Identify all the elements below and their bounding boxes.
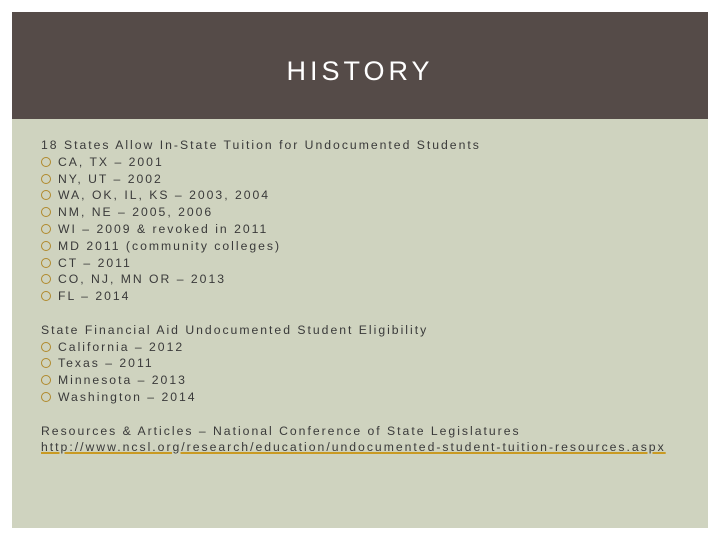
list-item-text: CT – 2011 <box>58 255 132 270</box>
list-item-text: NY, UT – 2002 <box>58 171 163 186</box>
section-financial-aid <box>41 322 681 406</box>
list-item-text: WI – 2009 & revoked in 2011 <box>58 221 269 236</box>
circle-bullet-icon <box>41 291 51 301</box>
circle-bullet-icon <box>41 392 51 402</box>
circle-bullet-icon <box>41 342 51 352</box>
list-item <box>41 255 681 272</box>
slide <box>12 12 708 528</box>
list-item-text: WA, OK, IL, KS – 2003, 2004 <box>58 188 271 203</box>
list-item-text: FL – 2014 <box>58 289 131 304</box>
bullet-list <box>41 154 681 305</box>
list-item-text: MD 2011 (community colleges) <box>58 238 282 253</box>
circle-bullet-icon <box>41 174 51 184</box>
list-item-text: Washington – 2014 <box>58 389 197 404</box>
list-item <box>41 355 681 372</box>
list-item <box>41 389 681 406</box>
list-item-text: Minnesota – 2013 <box>58 373 187 388</box>
title-bar <box>12 12 708 119</box>
circle-bullet-icon <box>41 190 51 200</box>
list-item <box>41 187 681 204</box>
list-item <box>41 372 681 389</box>
circle-bullet-icon <box>41 157 51 167</box>
list-item <box>41 339 681 356</box>
circle-bullet-icon <box>41 258 51 268</box>
resources-section <box>41 423 681 457</box>
bullet-list <box>41 339 681 406</box>
list-item-text: CO, NJ, MN OR – 2013 <box>58 272 227 287</box>
circle-bullet-icon <box>41 274 51 284</box>
section-heading: State Financial Aid Undocumented Student Eligibility <box>41 322 429 337</box>
list-item <box>41 204 681 221</box>
list-item-text: California – 2012 <box>58 339 185 354</box>
slide-title: HISTORY <box>286 56 434 86</box>
section-in-state-tuition <box>41 137 681 305</box>
slide-content <box>41 137 681 456</box>
list-item <box>41 221 681 238</box>
list-item <box>41 271 681 288</box>
circle-bullet-icon <box>41 224 51 234</box>
list-item <box>41 238 681 255</box>
circle-bullet-icon <box>41 358 51 368</box>
resources-text: Resources & Articles – National Conference of State Legislatures <box>41 423 521 438</box>
circle-bullet-icon <box>41 207 51 217</box>
circle-bullet-icon <box>41 241 51 251</box>
list-item <box>41 154 681 171</box>
list-item-text: CA, TX – 2001 <box>58 154 164 169</box>
list-item <box>41 171 681 188</box>
list-item <box>41 288 681 305</box>
ncsl-resources-link[interactable]: http://www.ncsl.org/research/education/undocumented-student-tuition-resources.aspx <box>41 440 666 455</box>
section-heading: 18 States Allow In-State Tuition for Undocumented Students <box>41 138 481 152</box>
circle-bullet-icon <box>41 375 51 385</box>
list-item-text: NM, NE – 2005, 2006 <box>58 205 214 220</box>
list-item-text: Texas – 2011 <box>58 356 154 371</box>
